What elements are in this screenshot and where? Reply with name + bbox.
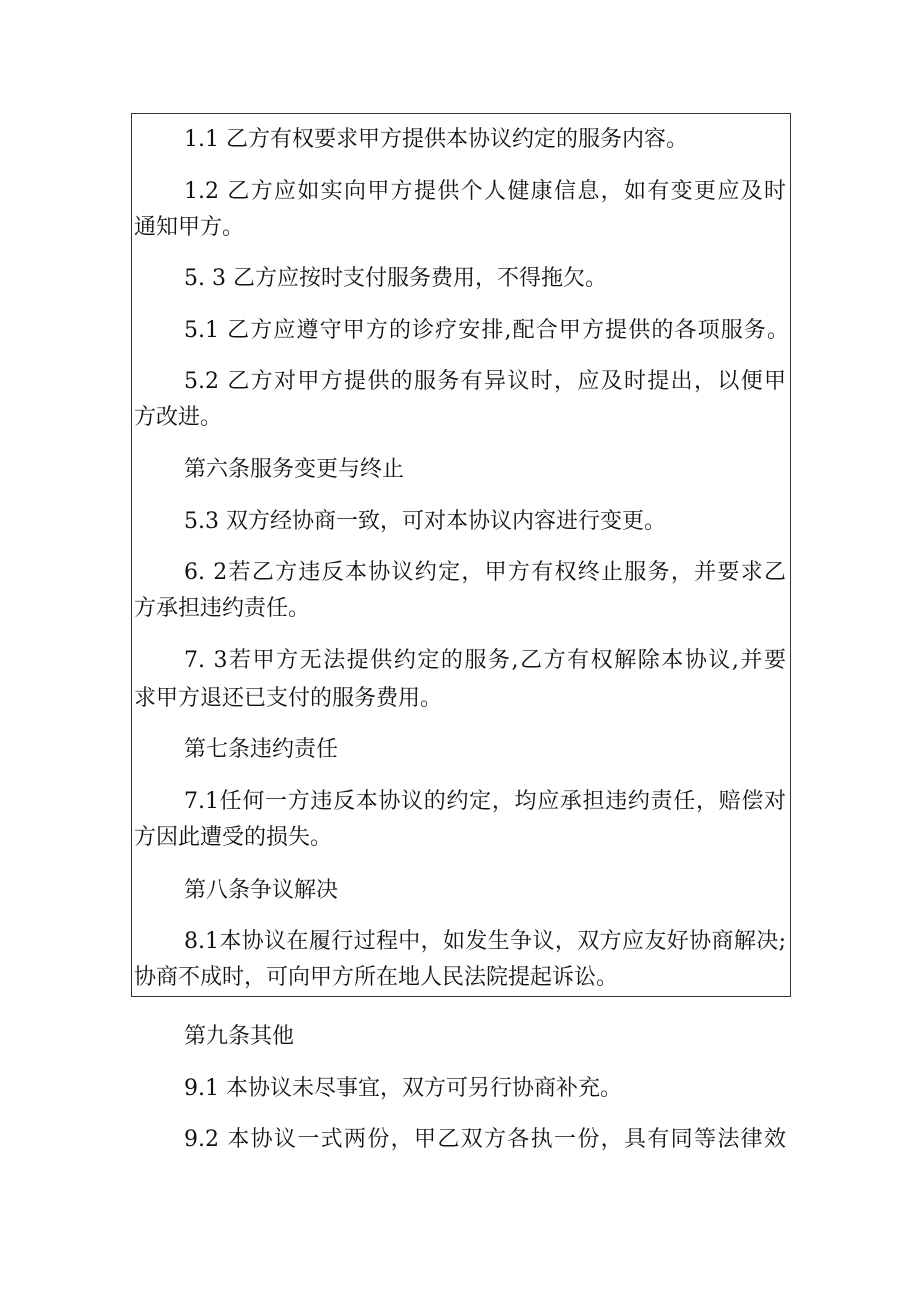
- clause-9-1: 9.1 本协议未尽事宜，双方可另行协商补充。: [184, 1076, 622, 1101]
- bordered-text-box: [131, 113, 791, 997]
- clause-7-3-line-1: 7. 3若甲方无法提供约定的服务,乙方有权解除本协议,并要: [184, 648, 786, 673]
- clause-5-3-payment: 5. 3 乙方应按时支付服务费用，不得拖欠。: [184, 266, 607, 291]
- clause-6-2-line-2: 方承担违约责任。: [134, 596, 311, 621]
- clause-8-1-line-1: 8.1本协议在履行过程中，如发生争议，双方应友好协商解决;: [184, 929, 786, 954]
- clause-9-2-line-1: 9.2 本协议一式两份，甲乙双方各执一份，具有同等法律效: [184, 1127, 786, 1152]
- article-6-heading: 第六条服务变更与终止: [184, 457, 405, 482]
- clause-5-2-line-2: 方改进。: [134, 405, 223, 430]
- article-9-heading: 第九条其他: [184, 1024, 295, 1049]
- clause-6-2-line-1: 6. 2若乙方违反本协议约定，甲方有权终止服务，并要求乙: [184, 560, 786, 585]
- clause-5-2-line-1: 5.2 乙方对甲方提供的服务有异议时，应及时提出，以便甲: [184, 369, 786, 394]
- article-7-heading: 第七条违约责任: [184, 737, 339, 762]
- clause-1-2-line-2: 通知甲方。: [134, 215, 245, 240]
- clause-7-3-line-2: 求甲方退还已支付的服务费用。: [134, 686, 443, 711]
- clause-7-1-line-2: 方因此遭受的损失。: [134, 825, 333, 850]
- clause-1-1: 1.1 乙方有权要求甲方提供本协议约定的服务内容。: [184, 127, 688, 152]
- clause-5-1: 5.1 乙方应遵守甲方的诊疗安排,配合甲方提供的各项服务。: [184, 318, 789, 343]
- clause-7-1-line-1: 7.1任何一方违反本协议的约定，均应承担违约责任，赔偿对: [184, 789, 786, 814]
- clause-8-1-line-2: 协商不成时，可向甲方所在地人民法院提起诉讼。: [134, 965, 619, 990]
- article-8-heading: 第八条争议解决: [184, 878, 339, 903]
- clause-1-2-line-1: 1.2 乙方应如实向甲方提供个人健康信息，如有变更应及时: [184, 179, 786, 204]
- clause-5-3-change: 5.3 双方经协商一致，可对本协议内容进行变更。: [184, 509, 666, 534]
